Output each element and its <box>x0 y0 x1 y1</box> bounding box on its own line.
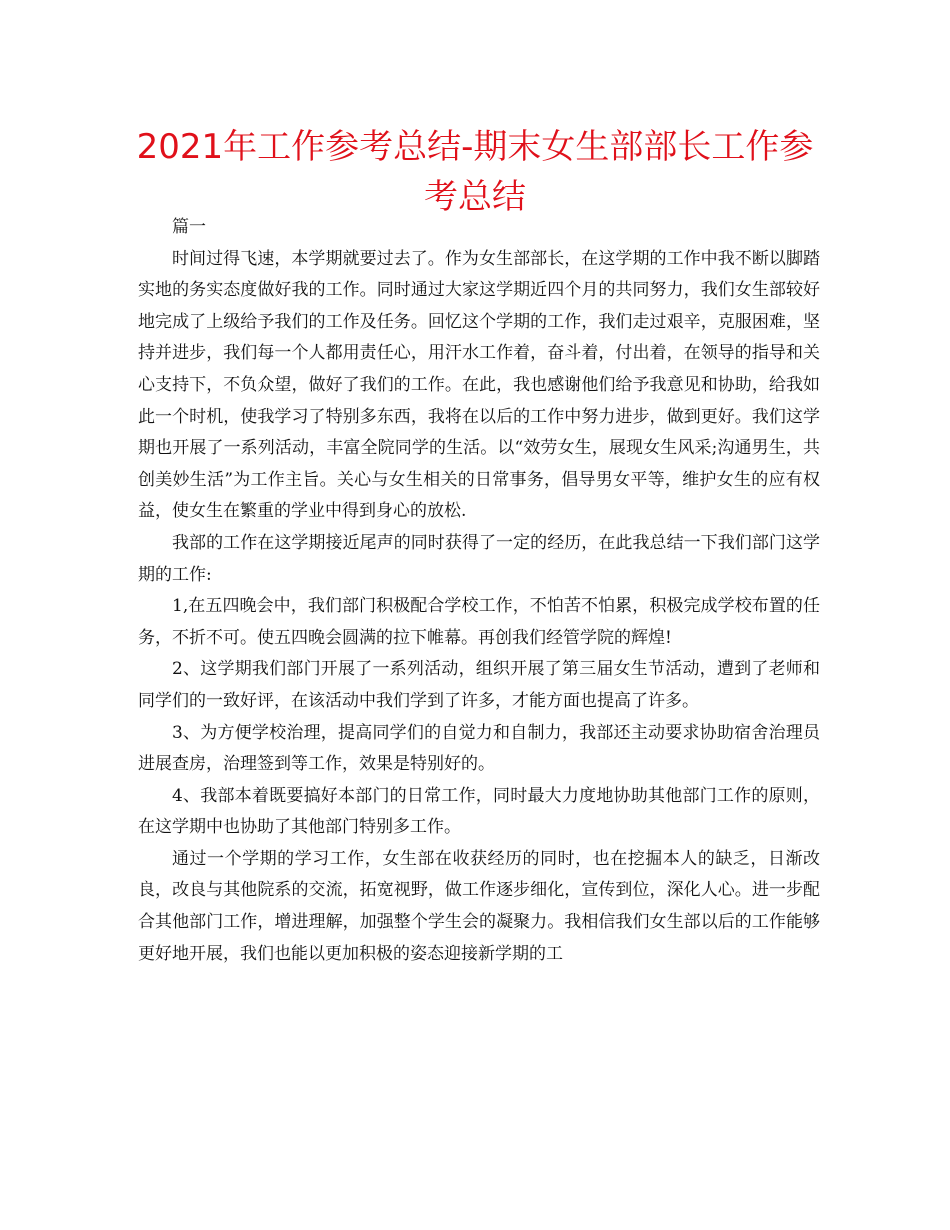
section-label: 篇一 <box>172 217 206 237</box>
paragraph-item-1: 1,在五四晚会中，我们部门积极配合学校工作，不怕苦不怕累，积极完成学校布置的任务，不折不可。使五四晚会圆满的拉下帷幕。再创我们经管学院的辉煌! <box>138 596 820 648</box>
paragraph-item-4: 4、我部本着既要搞好本部门的日常工作，同时最大力度地协助其他部门工作的原则，在这学期中也协助了其他部门特别多工作。 <box>138 785 820 838</box>
paragraph-item-3: 3、为方便学校治理，提高同学们的自觉力和自制力，我部还主动要求协助宿舍治理员进展查房，治理签到等工作，效果是特别好的。 <box>138 722 820 775</box>
document-title: 2021年工作参考总结-期末女生部部长工作参考总结 <box>136 127 814 217</box>
document-body <box>138 212 820 970</box>
paragraph-summary-lead: 我部的工作在这学期接近尾声的同时获得了一定的经历，在此我总结一下我们部门这学期的工作: <box>138 532 820 585</box>
paragraph-intro: 时间过得飞速，本学期就要过去了。作为女生部部长，在这学期的工作中我不断以脚踏实地的务实态度做好我的工作。同时通过大家这学期近四个月的共同努力，我们女生部较好地完成了上级给予我们的工作及任务。回忆这个学期的工作，我们走过艰辛，克服困难，坚持并进步，我们每一个人都用责任心，用汗水工作着，奋斗着，付出着，在领导的指导和关心支持下，不负众望，做好了我们的工作。在此，我也感谢他们给予我意见和协助，给我如此一个时机，使我学习了特别多东西，我将在以后的工作中努力进步，做到更好。我们这学期也开展了一系列活动，丰富全院同学的生活。以“效劳女生，展现女生风采;沟通男生，共创美妙生活”为工作主旨。关心与女生相关的日常事务，倡导男女平等，维护女生的应有权益，使女生在繁重的学业中得到身心的放松. <box>138 248 820 522</box>
paragraph-item-2: 2、这学期我们部门开展了一系列活动，组织开展了第三届女生节活动，遭到了老师和同学们的一致好评，在该活动中我们学到了许多，才能方面也提高了许多。 <box>138 659 820 711</box>
paragraph-conclusion: 通过一个学期的学习工作，女生部在收获经历的同时，也在挖掘本人的缺乏，日渐改良，改良与其他院系的交流，拓宽视野，做工作逐步细化，宣传到位，深化人心。进一步配合其他部门工作，增进理解，加强整个学生会的凝聚力。我相信我们女生部以后的工作能够更好地开展，我们也能以更加积极的姿态迎接新学期的工 <box>138 848 820 964</box>
